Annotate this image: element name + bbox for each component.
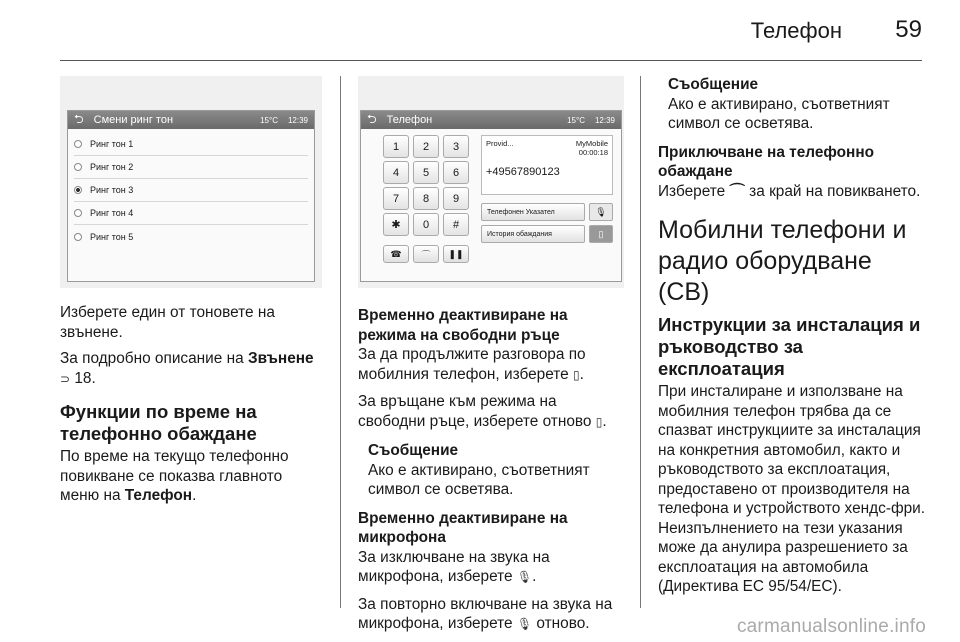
mic-mute-icon[interactable]: 🎙 [589, 203, 613, 221]
radio-button-icon[interactable] [74, 209, 82, 217]
keypad-key[interactable]: 0 [413, 213, 439, 236]
end-call-icon: ⌒ [729, 182, 745, 200]
mic-on-text [358, 595, 624, 635]
keypad-key[interactable]: 6 [443, 161, 469, 184]
ringtone-screenshot [60, 76, 322, 288]
end-call-pre: Изберете [658, 182, 726, 200]
page-header-title: Телефон [750, 18, 842, 43]
handset-icon: ▯ [573, 367, 580, 382]
call-history-button[interactable]: История обаждания [481, 225, 585, 243]
mic-icon: 🎙 [516, 617, 533, 631]
column-divider-2 [640, 76, 641, 608]
call-number: +49567890123 [486, 166, 560, 178]
note-text: Ако е активирано, съответният символ се осветява. [368, 461, 590, 498]
ringtone-list [68, 129, 314, 252]
heading-call-functions: Функции по време на телефонно обаждане [60, 401, 257, 444]
radio-button-icon[interactable] [74, 186, 82, 194]
mic-off-body: За изключване на звука на микрофона, изберете [358, 548, 550, 585]
column-2 [358, 303, 624, 642]
column-3 [658, 75, 926, 604]
keypad-key[interactable]: 3 [443, 135, 469, 158]
ringtone-item[interactable] [74, 156, 308, 179]
call-controls [383, 245, 469, 263]
phonebook-button[interactable]: Телефонен Указател [481, 203, 585, 221]
ringtone-titlebar [68, 111, 314, 129]
note-title: Съобщение [668, 76, 759, 93]
ringtone-label: Ринг тон 4 [90, 208, 134, 218]
ringtone-reference [60, 349, 322, 389]
handset-icon[interactable]: ▯ [589, 225, 613, 243]
ringtone-label: Ринг тон 5 [90, 231, 134, 242]
keypad-key[interactable]: 7 [383, 187, 409, 210]
phone-screenshot [358, 76, 624, 288]
radio-button-icon[interactable] [74, 233, 82, 241]
heading-handsfree-off: Временно деактивиране на режима на свободни ръце [358, 307, 568, 344]
ringtone-item[interactable] [74, 179, 308, 202]
keypad-key[interactable]: 8 [413, 187, 439, 210]
phone-keypad [383, 135, 469, 236]
keypad-key[interactable]: # [443, 213, 469, 236]
ringtone-item[interactable] [74, 133, 308, 156]
ringtone-screen-title: Смени ринг тон [93, 114, 174, 126]
note-box [358, 441, 624, 500]
instructions-text: При инсталиране и използване на мобилния телефон трябва да се спазват инструкциите за инсталация на конкретния автомобил, както и ръководството за експлоатация, предоставено от производителя на телефона и устройството хендс-фри. Неизпълнението на тези указания може да анулира разрешението за експлоатация на автомобила (Директива ЕС 95/54/ЕС). [658, 383, 926, 595]
page-number: 59 [895, 16, 922, 43]
back-arrow-icon[interactable]: ⮌ [367, 111, 377, 126]
call-accept-icon[interactable]: ☎ [383, 245, 409, 263]
header-rule [60, 60, 922, 61]
phone-screen [360, 110, 622, 282]
column-divider-1 [340, 76, 341, 608]
mic-on-end: отново. [536, 615, 590, 632]
end-call-post: за край на повикването. [749, 182, 921, 200]
end-call-text [658, 182, 926, 202]
clock-readout: 12:39 [594, 115, 615, 125]
radio-button-icon[interactable] [74, 163, 82, 171]
handsfree-off-body: За да продължите разговора по мобилния телефон, изберете [358, 346, 586, 383]
call-functions-body: По време на текущо телефонно повикване се показва главното меню на [60, 448, 289, 504]
mic-off-text: За изключване на звука на микрофона, изберете 🎙. [358, 548, 550, 585]
ringtone-label: Ринг тон 1 [90, 139, 134, 149]
keypad-key[interactable]: 9 [443, 187, 469, 210]
call-end-icon[interactable]: ⌒ [413, 245, 439, 263]
call-duration: 00:00:18 [578, 148, 608, 157]
call-functions-bold: Телефон [124, 487, 193, 504]
column-1 [60, 303, 322, 513]
handsfree-on-body: За връщане към режима на свободни ръце, изберете отново [358, 393, 592, 430]
device-label: MyMobile [575, 139, 608, 148]
handsfree-off-text: За да продължите разговора по мобилния телефон, изберете ▯. [358, 346, 586, 383]
heading-mic-off: Временно деактивиране на микрофона [358, 509, 568, 546]
ringtone-item[interactable] [74, 202, 308, 225]
mic-icon: 🎙 [516, 570, 533, 584]
ref-bold-link[interactable]: Звънене [247, 350, 314, 367]
heading-end-call: Приключване на телефонно обаждане [658, 143, 875, 180]
ringtone-instruction: Изберете един от тоновете на звънене. [60, 304, 275, 341]
ref-text: За подробно описание на [60, 350, 248, 367]
ringtone-label: Ринг тон 2 [90, 162, 134, 172]
mic-on-body: За повторно включване на звука на микрофона, изберете [358, 595, 613, 632]
ringtone-label: Ринг тон 3 [90, 185, 134, 195]
ref-page: 18. [74, 369, 96, 387]
handsfree-on-text: За връщане към режима на свободни ръце, изберете отново ▯. [358, 393, 607, 430]
ringtone-item[interactable] [74, 225, 308, 248]
heading-instructions: Инструкции за инсталация и ръководство за експлоатация [658, 314, 921, 379]
call-info-panel [481, 135, 613, 195]
clock-readout: 12:39 [287, 115, 308, 125]
pause-icon[interactable]: ❚❚ [443, 245, 469, 263]
phone-titlebar [361, 111, 621, 129]
radio-button-icon[interactable] [74, 140, 82, 148]
phone-screen-title: Телефон [386, 114, 433, 126]
watermark: carmanualsonline.info [736, 616, 926, 637]
temperature-readout: 15°C [260, 115, 278, 125]
keypad-key[interactable]: 1 [383, 135, 409, 158]
call-functions-end: . [192, 487, 197, 504]
page-ref-icon: ⊃ [60, 371, 71, 386]
note-text: Ако е активирано, съответният символ се осветява. [668, 95, 890, 132]
keypad-key[interactable]: ✱ [383, 213, 409, 236]
keypad-key[interactable]: 5 [413, 161, 439, 184]
provider-label: Provid... [486, 139, 514, 148]
keypad-key[interactable]: 4 [383, 161, 409, 184]
heading-mobile-radio: Мобилни телефони и радио оборудване (CB) [658, 216, 907, 306]
keypad-key[interactable]: 2 [413, 135, 439, 158]
ringtone-screen [67, 110, 315, 282]
back-arrow-icon[interactable]: ⮌ [74, 111, 84, 126]
note-box [658, 75, 926, 134]
handset-icon: ▯ [595, 414, 603, 429]
note-title: Съобщение [368, 442, 459, 459]
call-functions-text [60, 447, 322, 506]
temperature-readout: 15°C [567, 115, 585, 125]
